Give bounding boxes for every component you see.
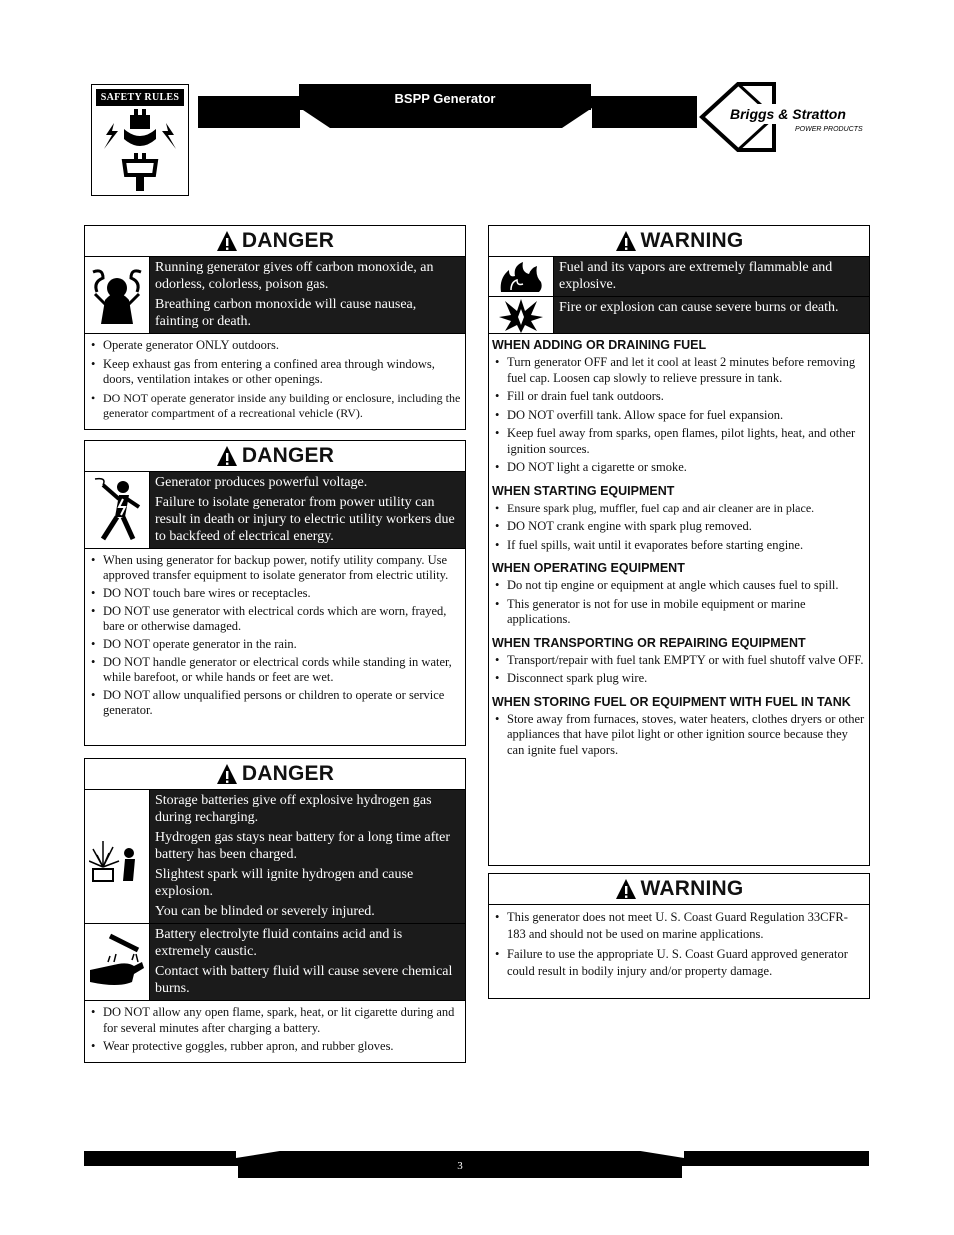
- list-item: • Wear protective goggles, rubber apron, and rubber gloves.: [89, 1039, 461, 1055]
- list-item: • Keep fuel away from sparks, open flames, pilot lights, heat, and other ignition sources.: [493, 426, 865, 457]
- warning-triangle-icon: [615, 230, 637, 252]
- section-heading: WHEN STORING FUEL OR EQUIPMENT WITH FUEL IN TANK: [492, 694, 851, 709]
- fire-icon: [489, 257, 554, 296]
- hazard-text: [150, 472, 465, 548]
- panel-title: [489, 874, 869, 905]
- list-item: • DO NOT operate generator in the rain.: [89, 637, 461, 652]
- hazard-line: Running generator gives off carbon monoxide, an odorless, colorless, poison gas.: [155, 260, 434, 292]
- hazard-text: Fire or explosion can cause severe burns or death.: [554, 297, 869, 333]
- list-item: • Turn generator OFF and let it cool at least 2 minutes before removing fuel cap. Loosen cap slowly to relieve pressure in tank.: [493, 355, 865, 386]
- warning-panel-fuel: [488, 225, 870, 866]
- bullet-list: [489, 577, 869, 632]
- warning-triangle-icon: [216, 763, 238, 785]
- hazard-line: Slightest spark will ignite hydrogen and cause explosion.: [155, 867, 414, 899]
- bullet-list: [489, 500, 869, 558]
- list-item: • DO NOT allow unqualified persons or children to operate or service generator.: [89, 688, 461, 718]
- hazard-text: [150, 924, 465, 1000]
- logo-subtext: POWER PRODUCTS: [795, 126, 863, 133]
- hazard-line: You can be blinded or severely injured.: [155, 904, 375, 919]
- list-item: • DO NOT touch bare wires or receptacles.: [89, 586, 461, 601]
- hazard-line: Contact with battery fluid will cause severe chemical burns.: [155, 964, 453, 996]
- hazard-row: [489, 297, 869, 334]
- warning-title: WARNING: [640, 229, 744, 252]
- list-item: • DO NOT overfill tank. Allow space for fuel expansion.: [493, 408, 865, 424]
- explosion-icon: [85, 790, 150, 923]
- list-item: • DO NOT use generator with electrical cords which are worn, frayed, bare or otherwise damaged.: [89, 604, 461, 634]
- list-item: • Keep exhaust gas from entering a confined area through windows, doors, ventilation intakes or other openings.: [89, 357, 461, 388]
- danger-panel-battery: [84, 758, 466, 1063]
- list-item: • Failure to use the appropriate U. S. Coast Guard approved generator could result in bodily injury and/or property damage.: [493, 946, 865, 980]
- explosion-burst-icon: [489, 297, 554, 333]
- toxic-fumes-icon: [85, 257, 150, 333]
- header-bar-notch: [300, 108, 592, 130]
- list-item: • Ensure spark plug, muffler, fuel cap and air cleaner are in place.: [493, 501, 865, 517]
- danger-title: DANGER: [241, 444, 335, 467]
- warning-title: WARNING: [640, 877, 744, 900]
- panel-title: [85, 759, 465, 790]
- electric-shock-icon: [85, 472, 150, 548]
- hazard-row: [489, 257, 869, 297]
- list-item: • Disconnect spark plug wire.: [493, 671, 865, 687]
- bullet-list: [489, 354, 869, 480]
- list-item: • Do not tip engine or equipment at angle which causes fuel to spill.: [493, 578, 865, 594]
- hazard-line: Failure to isolate generator from power utility can result in death or injury to electric utility workers due to backfeed of electrical energy.: [155, 495, 455, 544]
- warning-sections: [489, 334, 869, 762]
- list-item: • DO NOT crank engine with spark plug removed.: [493, 519, 865, 535]
- hazard-text: [150, 257, 465, 333]
- list-item: • DO NOT light a cigarette or smoke.: [493, 460, 865, 476]
- plug-hazard-icon: [96, 109, 184, 193]
- section-heading: WHEN STARTING EQUIPMENT: [492, 483, 675, 498]
- page-number: 3: [238, 1158, 682, 1178]
- warning-panel-coast-guard: [488, 873, 870, 999]
- hazard-text: [150, 790, 465, 923]
- hazard-line: Breathing carbon monoxide will cause nausea, fainting or death.: [155, 297, 417, 329]
- danger-panel-electrocution: [84, 440, 466, 746]
- hazard-row: [85, 472, 465, 549]
- warning-triangle-icon: [216, 230, 238, 252]
- bullet-list: [85, 334, 465, 427]
- hazard-text: Fuel and its vapors are extremely flammable and explosive.: [554, 257, 869, 296]
- list-item: • DO NOT operate generator inside any building or enclosure, including the generator compartment of a recreational vehicle (RV).: [89, 391, 461, 422]
- hazard-line: Battery electrolyte fluid contains acid and is extremely caustic.: [155, 927, 403, 959]
- hazard-row: [85, 790, 465, 924]
- danger-panel-carbon-monoxide: [84, 225, 466, 430]
- hazard-line: Storage batteries give off explosive hydrogen gas during recharging.: [155, 793, 432, 825]
- warning-triangle-icon: [216, 445, 238, 467]
- bullet-list: [489, 905, 869, 985]
- logo-text: Briggs & Stratton: [730, 106, 846, 122]
- bullet-list: [85, 1001, 465, 1060]
- danger-title: DANGER: [241, 229, 335, 252]
- list-item: • DO NOT handle generator or electrical cords while standing in water, while barefoot, or while hands or feet are wet.: [89, 655, 461, 685]
- list-item: • DO NOT allow any open flame, spark, heat, or lit cigarette during and for several minutes after charging a battery.: [89, 1005, 461, 1036]
- section-heading: WHEN ADDING OR DRAINING FUEL: [492, 338, 707, 352]
- hazard-row: [85, 924, 465, 1001]
- corrosive-hand-icon: [85, 924, 150, 1000]
- list-item: • Transport/repair with fuel tank EMPTY or with fuel shutoff valve OFF.: [493, 653, 865, 669]
- hazard-row: [85, 257, 465, 334]
- bullet-list: [489, 652, 869, 691]
- list-item: • This generator does not meet U. S. Coast Guard Regulation 33CFR-183 and should not be used on marine applications.: [493, 909, 865, 943]
- panel-title: [85, 226, 465, 257]
- safety-rules-badge: [91, 84, 189, 196]
- list-item: • If fuel spills, wait until it evaporates before starting engine.: [493, 538, 865, 554]
- hazard-line: Generator produces powerful voltage.: [155, 475, 368, 490]
- list-item: • Operate generator ONLY outdoors.: [89, 338, 461, 354]
- document-title: BSPP Generator: [299, 84, 591, 110]
- section-heading: WHEN TRANSPORTING OR REPAIRING EQUIPMENT: [492, 635, 806, 650]
- bullet-list: [489, 711, 869, 763]
- list-item: • Fill or drain fuel tank outdoors.: [493, 389, 865, 405]
- section-heading: WHEN OPERATING EQUIPMENT: [492, 561, 685, 575]
- list-item: • Store away from furnaces, stoves, water heaters, clothes dryers or other appliances that have pilot light or other ignition source because they can ignite fuel vapors.: [493, 712, 865, 759]
- brand-logo: [698, 82, 868, 152]
- safety-rules-label: SAFETY RULES: [96, 89, 184, 106]
- list-item: • When using generator for backup power, notify utility company. Use approved transfer equipment to isolate generator from electric utility.: [89, 553, 461, 583]
- danger-title: DANGER: [241, 762, 335, 785]
- bullet-list: [85, 549, 465, 723]
- warning-triangle-icon: [615, 878, 637, 900]
- panel-title: [489, 226, 869, 257]
- hazard-line: Hydrogen gas stays near battery for a long time after battery has been charged.: [155, 830, 451, 862]
- panel-title: [85, 441, 465, 472]
- list-item: • This generator is not for use in mobile equipment or marine applications.: [493, 597, 865, 628]
